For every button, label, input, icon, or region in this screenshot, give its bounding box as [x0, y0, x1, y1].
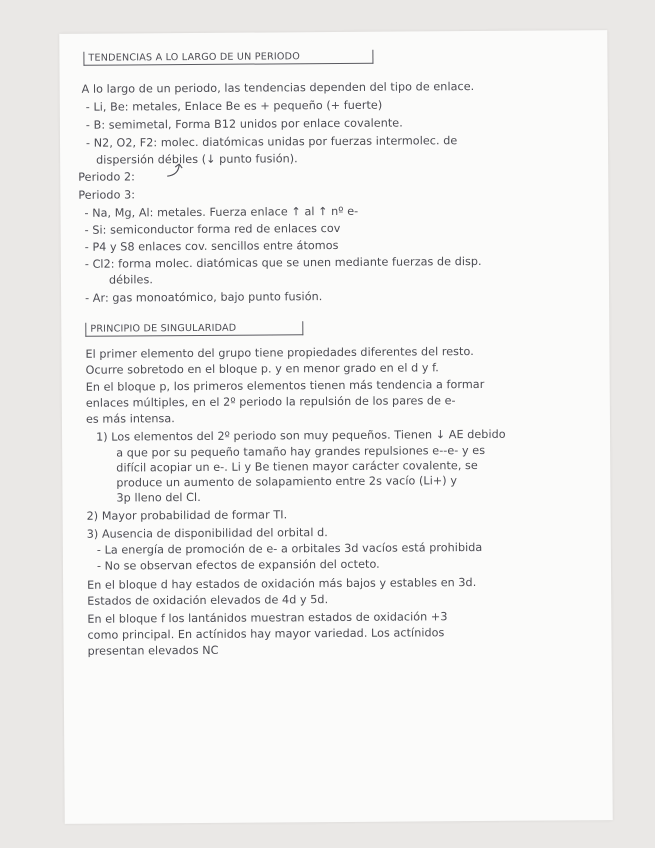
section-title-singularidad: PRINCIPIO DE SINGULARIDAD [85, 321, 303, 337]
text-line: - N2, O2, F2: molec. diatómicas unidas por fuerzas intermolec. de [85, 134, 458, 150]
text-line: En el bloque d hay estados de oxidación más bajos y estables en 3d. [87, 576, 477, 592]
text-line: 3) Ausencia de disponibilidad del orbital d. [86, 526, 328, 541]
text-line: débiles. [108, 273, 153, 287]
text-line: enlaces múltiples, en el 2º periodo la repulsión de los pares de e- [85, 394, 456, 410]
text-line: produce un aumento de solapamiento entre 2s vacío (Li+) y [116, 474, 458, 490]
text-line: 2) Mayor probabilidad de formar TI. [86, 508, 288, 523]
text-line: 1) Los elementos del 2º periodo son muy pequeños. Tienen ↓ AE debido [96, 427, 506, 444]
text-line: En el bloque f los lantánidos muestran estados de oxidación +3 [87, 610, 448, 626]
text-line: - Li, Be: metales, Enlace Be es + pequeño (+ fuerte) [85, 98, 383, 114]
text-line: como principal. En actínidos hay mayor variedad. Los actínidos [87, 626, 445, 642]
text-line: En el bloque p, los primeros elementos tienen más tendencia a formar [85, 377, 485, 394]
text-line: - Si: semiconductor forma red de enlaces cov [84, 221, 341, 237]
text-line: difícil acopiar un e-. Li y Be tienen mayor carácter covalente, se [116, 459, 478, 475]
text-line: - P4 y S8 enlaces cov. sencillos entre átomos [84, 238, 339, 254]
section-title-periodo: TENDENCIAS A LO LARGO DE UN PERIODO [83, 50, 373, 66]
text-line: - Cl2: forma molec. diatómicas que se unen mediante fuerzas de disp. [84, 254, 482, 271]
notebook-page [59, 30, 613, 824]
text-line: Ocurre sobretodo en el bloque p. y en menor grado en el d y f. [85, 361, 439, 377]
text-line: El primer elemento del grupo tiene propiedades diferentes del resto. [85, 345, 474, 361]
text-line: 3p lleno del Cl. [116, 490, 201, 505]
text-line: - No se observan efectos de expansión del octeto. [96, 557, 380, 573]
text-line: - B: semimetal, Forma B12 unidos por enlace covalente. [85, 116, 403, 132]
text-line: Estados de oxidación elevados de 4d y 5d. [87, 593, 329, 608]
text-line: dispersión débiles (↓ punto fusión). [96, 152, 298, 167]
text-line: Periodo 2: [78, 170, 135, 184]
text-line: - Na, Mg, Al: metales. Fuerza enlace ↑ al ↑ nº e- [84, 204, 359, 220]
text-line: - Ar: gas monoatómico, bajo punto fusión. [85, 290, 323, 305]
text-line: - La energía de promoción de e- a orbitales 3d vacíos está prohibida [96, 540, 483, 557]
text-line: es más intensa. [85, 412, 175, 426]
arrow-icon [164, 161, 186, 179]
text-line: Periodo 3: [78, 188, 136, 202]
text-line: a que por su pequeño tamaño hay grandes repulsiones e--e- y es [116, 443, 486, 460]
text-line: presentan elevados NC [87, 643, 219, 658]
text-line: A lo largo de un periodo, las tendencias dependen del tipo de enlace. [81, 80, 475, 96]
